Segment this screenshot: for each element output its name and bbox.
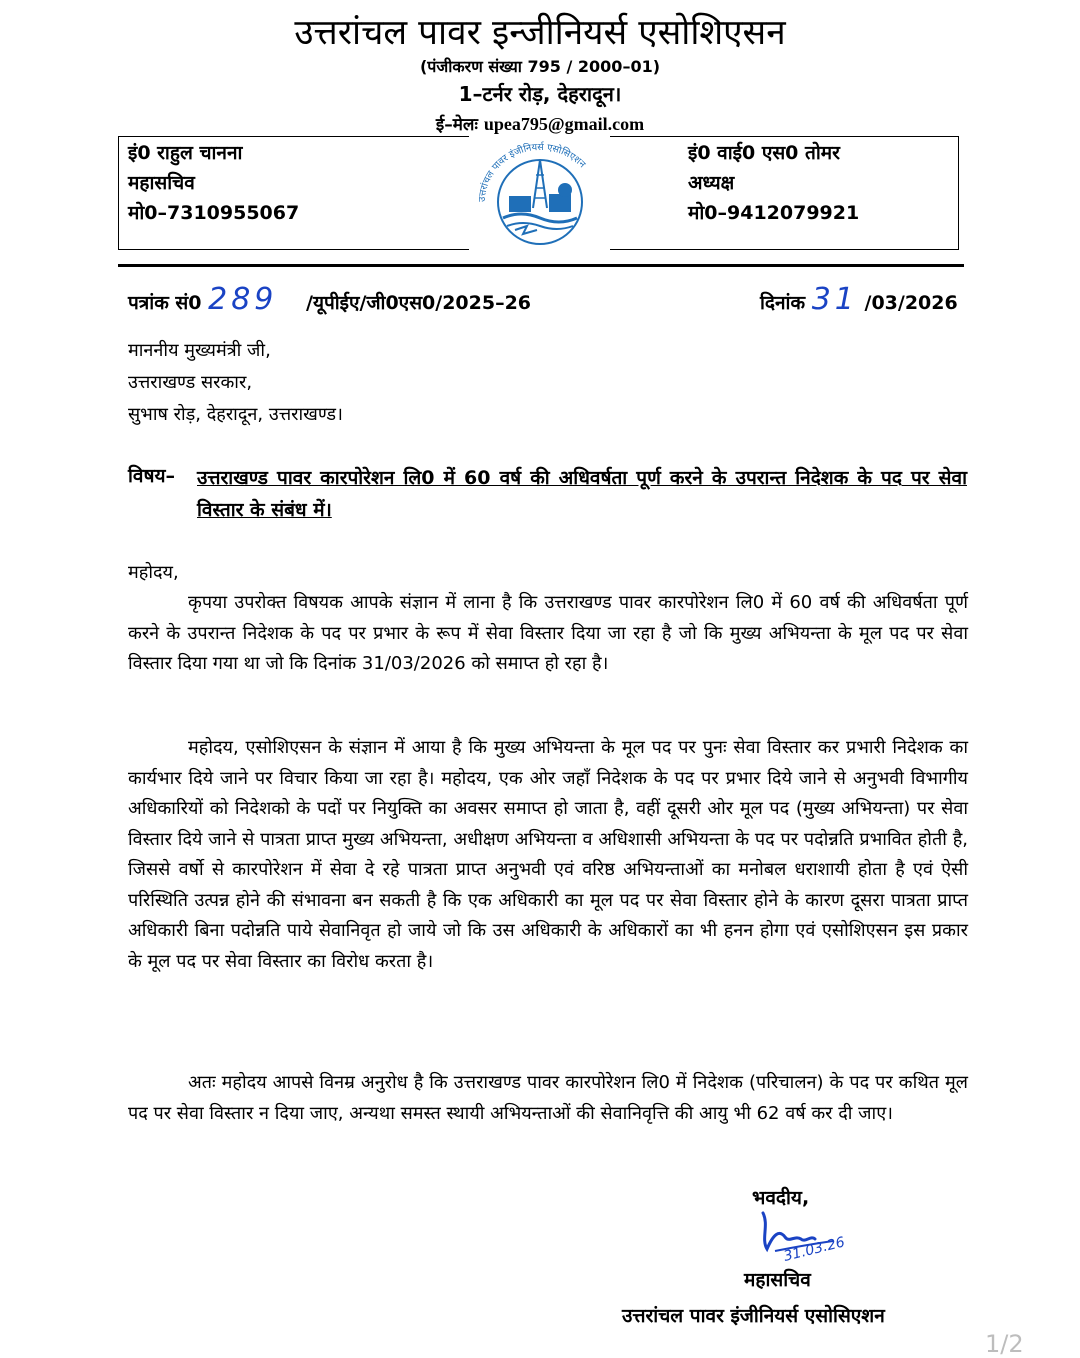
- sign-off: भवदीय,: [752, 1187, 810, 1209]
- organisation-title: उत्तरांचल पावर इन्जीनियर्स एसोशिएसन: [294, 13, 786, 53]
- date-label: दिनांक: [760, 292, 806, 314]
- signatory-organisation: उत्तरांचल पावर इंजीनियर्स एसोसिएशन: [622, 1305, 885, 1327]
- addressee-line-1: माननीय मुख्यमंत्री जी,: [128, 340, 271, 361]
- registration-number: (पंजीकरण संख्या 795 / 2000–01): [419, 57, 661, 76]
- signatory-designation: महासचिव: [744, 1269, 811, 1291]
- body-paragraph-1: कृपया उपरोक्त विषयक आपके संज्ञान में लाना है कि उत्तराखण्ड पावर कारपोरेशन लि0 में 60 वर्ष की अधिवर्षता पूर्ण करने के उपरान्त निदेशक के पद पर प्रभार के रूप में सेवा विस्तार दिया जा रहा है जो कि मुख्य अभियन्ता के मूल पद पर सेवा विस्तार दिया गया था जो कि दिनांक 31/03/2026 को समाप्त हो रहा है।: [128, 592, 968, 674]
- president-designation: अध्यक्ष: [688, 172, 735, 194]
- email-label: ई–मेलः: [435, 115, 478, 135]
- president-block: [688, 138, 859, 228]
- addressee-line-3: सुभाष रोड़, देहरादून, उत्तराखण्ड।: [128, 404, 343, 425]
- general-secretary-mobile: मो0–7310955067: [128, 202, 300, 224]
- signature-date: 31.03.26: [782, 1234, 847, 1265]
- subject-label: विषय–: [128, 465, 175, 487]
- body-paragraph-2: महोदय, एसोशिएसन के संज्ञान में आया है कि मुख्य अभियन्ता के मूल पद पर पुनः सेवा विस्तार कर प्रभारी निदेशक का कार्यभार दिये जाने पर विचार किया जा रहा है। महोदय, एक ओर जहाँ निदेशक के पद पर प्रभार दिये जाने से अनुभवी विभागीय अधिकारियों को निदेशको के पदों पर नियुक्ति का अवसर समाप्त हो जाता है, वहीं दूसरी ओर मूल पद (मुख्य अभियन्ता) पर सेवा विस्तार दिये जाने से पात्रता प्राप्त मुख्य अभियन्ता, अधीक्षण अभियन्ता व अधिशासी अभियन्ता के पद पर पदोन्नति प्रभावित होती है, जिससे वर्षो से कारपोरेशन में सेवा दे रहे पात्रता प्राप्त अनुभवी एवं वरिष्ठ अभियन्ताओं का मनोबल धराशायी होता है एवं ऐसी परिस्थिति उत्पन्न होने की संभावना बन सकती है कि एक अधिकारी का मूल पद पर सेवा विस्तार होने के कारण दूसरा पात्रता प्राप्त अधिकारी बिना पदोन्नति पाये सेवानिवृत हो जाये जो कि उस अधिकारी के अधिकारों का भी हनन होगा एवं एसोशिएसन इस प्रकार के मूल पद पर सेवा विस्तार का विरोध करता है।: [128, 737, 968, 972]
- salutation: महोदय,: [128, 562, 179, 583]
- page-indicator: 1/2: [985, 1330, 1024, 1358]
- president-mobile: मो0–9412079921: [688, 202, 860, 224]
- association-seal-icon: [465, 130, 615, 250]
- handwritten-signature: [755, 1205, 865, 1265]
- president-name: इं0 वाई0 एस0 तोमर: [688, 142, 840, 164]
- seal-ring-text: उत्तरांचल पावर इंजीनियर्स एसोसिएशन: [476, 141, 588, 203]
- reference-prefix: पत्रांक सं0: [128, 292, 202, 314]
- addressee-block: [128, 335, 343, 431]
- reference-suffix: /यूपीईए/जी0एस0/2025–26: [306, 292, 532, 314]
- subject-text: उत्तराखण्ड पावर कारपोरेशन लि0 में 60 वर्ष की अधिवर्षता पूर्ण करने के उपरान्त निदेशक के पद पर सेवा विस्तार के संबंध में।: [197, 467, 967, 521]
- letter-date: [760, 282, 958, 317]
- svg-text:उत्तरांचल पावर इंजीनियर्स एसोस: [477, 141, 588, 202]
- general-secretary-name: इं0 राहुल चानना: [128, 142, 243, 164]
- date-day-handwritten: 31: [811, 282, 858, 317]
- body-paragraph-3: अतः महोदय आपसे विनम्र अनुरोध है कि उत्तराखण्ड पावर कारपोरेशन लि0 में निदेशक (परिचालन) के पद पर कथित मूल पद पर सेवा विस्तार न दिया जाए, अन्यथा समस्त स्थायी अभियन्ताओं की सेवानिवृत्ति की आयु भी 62 वर्ष कर दी जाए।: [128, 1072, 968, 1124]
- reference-number: [128, 282, 531, 317]
- date-month-year: /03/2026: [864, 292, 958, 314]
- general-secretary-block: [128, 138, 299, 228]
- header-divider: [118, 264, 964, 267]
- email-address: upea795@gmail.com: [483, 114, 645, 134]
- organisation-address: 1–टर्नर रोड़, देहरादून।: [458, 82, 622, 106]
- reference-number-handwritten: 289: [208, 282, 278, 317]
- addressee-line-2: उत्तराखण्ड सरकार,: [128, 372, 253, 393]
- general-secretary-designation: महासचिव: [128, 172, 195, 194]
